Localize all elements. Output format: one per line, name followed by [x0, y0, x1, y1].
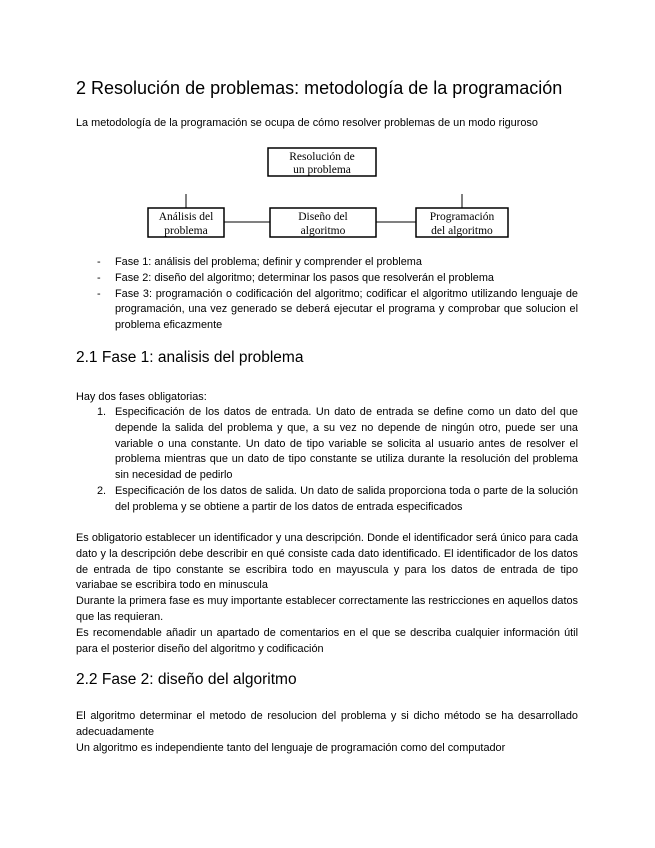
list-item: [97, 255, 578, 271]
list-item: [97, 287, 578, 334]
list-marker: 2.: [97, 484, 107, 497]
list-marker: -: [97, 271, 101, 284]
box-middle-line1: Diseño del: [298, 211, 348, 223]
section-heading-2-2: 2.2 Fase 2: diseño del algoritmo: [76, 671, 297, 688]
paragraph: Es recomendable añadir un apartado de comentarios en el que se describa cualquier información útil para el posterior diseño del algoritmo y codificación: [76, 626, 578, 655]
list-item-text: Fase 1: análisis del problema; definir y comprender el problema: [115, 256, 422, 268]
paragraph: Es obligatorio establecer un identificador y una descripción. Donde el identificador será único para cada dato y la descripción debe describir en qué consiste cada dato identificado. El identificador de los datos de entrada de tipo constante se escribira todo en mayuscula y para los datos de entrada de tipo variabae se escribira todo en minuscula: [76, 532, 578, 592]
phase-list: [97, 255, 578, 334]
box-top-line1: Resolución de: [289, 151, 355, 163]
intro-text: La metodología de la programación se ocupa de cómo resolver problemas de un modo riguroso: [76, 117, 538, 129]
list-marker: -: [97, 256, 101, 268]
section-heading-2-1: 2.1 Fase 1: analisis del problema: [76, 349, 304, 366]
section22-paragraphs: [76, 709, 578, 756]
list-item-text: Fase 2: diseño del algoritmo; determinar los pasos que resolverán el problema: [115, 271, 494, 284]
list-item-text: Fase 3: programación o codificación del algoritmo; codificar el algoritmo utilizando lenguaje de programación, una vez generado se deberá ejecutar el programa y comprobar que solucion el problema eficazmente: [115, 287, 578, 332]
list-item: [97, 484, 578, 516]
section21-paragraphs: [76, 531, 578, 657]
box-middle-line2: algoritmo: [300, 225, 346, 237]
box-left-line1: Análisis del: [158, 211, 214, 223]
list-item-text: Especificación de los datos de entrada. Un dato de entrada se define como un dato del que depende la salida del problema y que, a su vez no depende de ningún otro, puede ser una variable o una constante. Un dato de tipo variable se solicita al usuario antes de resolver el problema mientras que un dato de tipo constante se utiliza durante la resolución del problema sin necesidad de pedirlo: [115, 406, 578, 482]
box-right-line1: Programación: [429, 211, 495, 223]
section21-lead: Hay dos fases obligatorias:: [76, 391, 207, 403]
box-top-line2: un problema: [293, 164, 351, 176]
paragraph: Durante la primera fase es muy importante establecer correctamente las restricciones en aquellos datos que las requieran.: [76, 595, 578, 623]
page-title: 2 Resolución de problemas: metodología de la programación: [76, 78, 563, 98]
paragraph: Un algoritmo es independiente tanto del lenguaje de programación como del computador: [76, 741, 506, 754]
section21-list: [97, 405, 578, 516]
paragraph: El algoritmo determinar el metodo de resolucion del problema y si dicho método se ha desarrollado adecuadamente: [76, 710, 578, 738]
list-marker: -: [97, 287, 101, 300]
list-item: [97, 405, 578, 484]
list-item-text: Especificación de los datos de salida. Un dato de salida proporciona toda o parte de la solución del problema y se obtiene a partir de los datos de entrada especificados: [115, 484, 578, 513]
box-right-line2: del algoritmo: [431, 225, 493, 237]
list-marker: 1.: [97, 406, 107, 418]
box-left-line2: problema: [164, 225, 208, 237]
list-item: [97, 271, 578, 287]
